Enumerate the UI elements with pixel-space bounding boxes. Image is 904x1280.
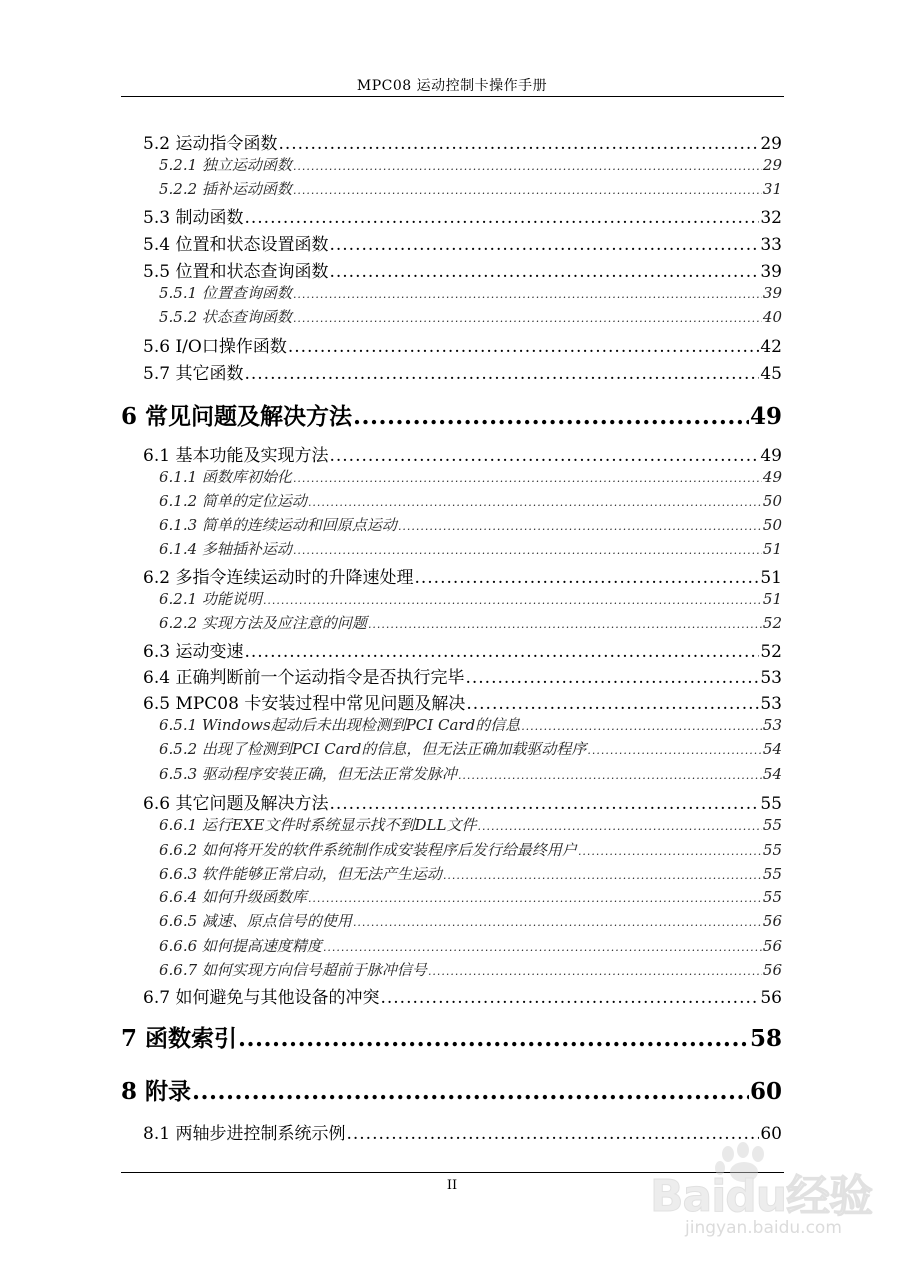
toc-leader-dots [329,446,759,466]
toc-subsection-entry[interactable] [159,588,782,609]
toc-leader-dots [329,235,759,255]
toc-entry-page: 54 [762,765,782,783]
toc-leader-dots [238,1025,749,1052]
toc-subsection-entry[interactable] [159,814,782,835]
toc-entry-label: 6.6.7 如何实现方向信号超前于脉冲信号 [159,961,427,979]
toc-entry-label: 6.3 运动变速 [143,642,244,662]
toc-leader-dots [293,288,762,301]
header-rule [121,96,784,97]
toc-entry-label: 6.1.3 简单的连续运动和回原点运动 [159,516,397,534]
toc-entry-page: 50 [762,516,782,534]
toc-subsection-entry[interactable] [159,714,782,735]
toc-entry-label: 6.6.6 如何提高速度精度 [159,937,322,955]
toc-section-entry[interactable] [143,789,782,814]
toc-leader-dots [521,720,762,733]
toc-leader-dots [278,134,759,154]
toc-chapter-entry[interactable] [121,1020,782,1053]
toc-subsection-entry[interactable] [159,178,782,199]
toc-entry-page: 53 [760,694,782,714]
toc-entry-page: 56 [762,961,782,979]
toc-leader-dots [428,965,762,978]
toc-leader-dots [244,208,759,228]
toc-chapter-entry[interactable] [121,1073,782,1106]
toc-entry-page: 55 [762,865,782,883]
toc-leader-dots [329,262,759,282]
toc-entry-page: 32 [760,208,782,228]
toc-subsection-entry[interactable] [159,490,782,511]
toc-subsection-entry[interactable] [159,306,782,327]
toc-chapter-entry[interactable] [121,398,782,431]
baidu-watermark [640,1138,890,1248]
toc-section-entry[interactable] [143,359,782,384]
toc-leader-dots [293,544,762,557]
toc-entry-label: 6.6.1 运行EXE文件时系统显示找不到DLL文件 [159,816,477,834]
toc-entry-page: 39 [760,262,782,282]
toc-entry-label: 6 常见问题及解决方法 [121,403,353,430]
toc-leader-dots [244,642,759,662]
toc-entry-page: 54 [762,740,782,758]
toc-entry-label: 6.5.1 Windows起动后未出现检测到PCI Card的信息 [159,716,521,734]
toc-entry-page: 49 [762,468,782,486]
toc-entry-label: 6.2 多指令连续运动时的升降速处理 [143,568,414,588]
toc-subsection-entry[interactable] [159,612,782,633]
toc-entry-label: 6.6.4 如何升级函数库 [159,888,307,906]
watermark-url: jingyan.baidu.com [685,1218,842,1238]
toc-entry-page: 51 [760,568,782,588]
toc-section-entry[interactable] [143,563,782,588]
watermark-brand: Baidu经验 [650,1171,873,1222]
toc-entry-label: 6.1 基本功能及实现方法 [143,446,329,466]
toc-section-entry[interactable] [143,441,782,466]
toc-section-entry[interactable] [143,257,782,282]
toc-entry-label: 5.5 位置和状态查询函数 [143,262,329,282]
toc-entry-label: 5.2.1 独立运动函数 [159,156,292,174]
toc-entry-label: 6.5 MPC08 卡安装过程中常见问题及解决 [143,694,466,714]
toc-leader-dots [380,988,759,1008]
toc-subsection-entry[interactable] [159,839,782,860]
toc-entry-label: 5.5.1 位置查询函数 [159,284,292,302]
toc-entry-page: 29 [762,156,782,174]
toc-subsection-entry[interactable] [159,910,782,931]
toc-subsection-entry[interactable] [159,959,782,980]
toc-entry-label: 6.1.2 简单的定位运动 [159,492,307,510]
toc-entry-label: 5.6 I/O口操作函数 [143,337,287,357]
toc-entry-label: 5.7 其它函数 [143,364,244,384]
toc-section-entry[interactable] [143,129,782,154]
toc-entry-page: 39 [762,284,782,302]
toc-entry-label: 6.2.2 实现方法及应注意的问题 [159,614,367,632]
toc-entry-label: 6.6.5 减速、原点信号的使用 [159,912,352,930]
toc-leader-dots [466,694,759,714]
toc-section-entry[interactable] [143,230,782,255]
toc-section-entry[interactable] [143,637,782,662]
toc-entry-label: 6.5.2 出现了检测到PCI Card的信息，但无法正确加载驱动程序 [159,740,587,758]
toc-leader-dots [443,869,762,882]
toc-entry-label: 5.5.2 状态查询函数 [159,308,292,326]
toc-leader-dots [192,1078,749,1105]
toc-subsection-entry[interactable] [159,863,782,884]
toc-leader-dots [458,769,762,782]
toc-leader-dots [353,916,762,929]
footer-rule [121,1172,784,1173]
toc-entry-label: 6.1.4 多轴插补运动 [159,540,292,558]
toc-entry-page: 29 [760,134,782,154]
toc-section-entry[interactable] [143,689,782,714]
toc-entry-page: 31 [762,180,782,198]
toc-entry-page: 42 [760,337,782,357]
toc-subsection-entry[interactable] [159,514,782,535]
toc-entry-label: 6.6.3 软件能够正常启动，但无法产生运动 [159,865,442,883]
toc-entry-label: 5.3 制动函数 [143,208,244,228]
toc-entry-page: 55 [762,816,782,834]
toc-entry-page: 51 [762,540,782,558]
toc-entry-page: 52 [760,642,782,662]
toc-leader-dots [244,364,759,384]
toc-leader-dots [293,312,762,325]
toc-entry-page: 55 [762,888,782,906]
toc-leader-dots [477,820,761,833]
toc-subsection-entry[interactable] [159,738,782,759]
toc-entry-page: 58 [749,1025,782,1052]
toc-subsection-entry[interactable] [159,154,782,175]
toc-leader-dots [587,744,762,757]
toc-section-entry[interactable] [143,983,782,1008]
toc-entry-label: 6.2.1 功能说明 [159,590,262,608]
toc-leader-dots [263,594,762,607]
toc-leader-dots [293,472,762,485]
toc-entry-label: 6.5.3 驱动程序安装正确，但无法正常发脉冲 [159,765,457,783]
footer-page-number: II [446,1178,458,1193]
toc-entry-page: 49 [749,403,782,430]
toc-section-entry[interactable] [143,663,782,688]
toc-entry-label: 6.6.2 如何将开发的软件系统制作成安装程序后发行给最终用户 [159,841,577,859]
toc-subsection-entry[interactable] [159,763,782,784]
toc-entry-page: 56 [760,988,782,1008]
paw-icon [640,1138,890,1248]
toc-entry-page: 55 [760,794,782,814]
toc-leader-dots [308,892,762,905]
toc-entry-label: 7 函数索引 [121,1025,238,1052]
toc-section-entry[interactable] [143,203,782,228]
toc-leader-dots [308,496,762,509]
toc-entry-page: 49 [760,446,782,466]
toc-entry-page: 52 [762,614,782,632]
toc-leader-dots [288,337,760,357]
toc-leader-dots [414,568,759,588]
toc-entry-page: 56 [762,912,782,930]
toc-subsection-entry[interactable] [159,935,782,956]
toc-leader-dots [293,184,762,197]
toc-entry-label: 5.4 位置和状态设置函数 [143,235,329,255]
toc-entry-label: 5.2 运动指令函数 [143,134,278,154]
running-header-title: MPC08 运动控制卡操作手册 [356,78,548,94]
toc-entry-label: 6.4 正确判断前一个运动指令是否执行完毕 [143,668,465,688]
toc-entry-label: 8.1 两轴步进控制系统示例 [143,1124,346,1144]
toc-leader-dots [323,941,762,954]
toc-entry-page: 60 [760,1124,782,1144]
toc-entry-label: 8 附录 [121,1078,192,1105]
toc-entry-page: 56 [762,937,782,955]
toc-entry-page: 40 [762,308,782,326]
toc-subsection-entry[interactable] [159,466,782,487]
toc-leader-dots [398,520,762,533]
toc-entry-label: 6.1.1 函数库初始化 [159,468,292,486]
toc-leader-dots [346,1124,759,1144]
toc-entry-page: 51 [762,590,782,608]
toc-leader-dots [329,794,759,814]
toc-leader-dots [353,403,749,430]
toc-entry-page: 55 [762,841,782,859]
toc-entry-page: 53 [762,716,782,734]
toc-subsection-entry[interactable] [159,886,782,907]
toc-entry-page: 53 [760,668,782,688]
toc-leader-dots [465,668,759,688]
toc-leader-dots [578,845,762,858]
toc-leader-dots [293,160,762,173]
toc-entry-label: 6.7 如何避免与其他设备的冲突 [143,988,380,1008]
toc-section-entry[interactable] [143,1119,782,1144]
toc-entry-page: 45 [760,364,782,384]
toc-subsection-entry[interactable] [159,282,782,303]
toc-leader-dots [368,618,762,631]
toc-entry-page: 33 [760,235,782,255]
toc-entry-page: 60 [749,1078,782,1105]
toc-entry-label: 6.6 其它问题及解决方法 [143,794,329,814]
toc-entry-label: 5.2.2 插补运动函数 [159,180,292,198]
toc-entry-page: 50 [762,492,782,510]
toc-subsection-entry[interactable] [159,538,782,559]
toc-section-entry[interactable] [143,332,782,357]
